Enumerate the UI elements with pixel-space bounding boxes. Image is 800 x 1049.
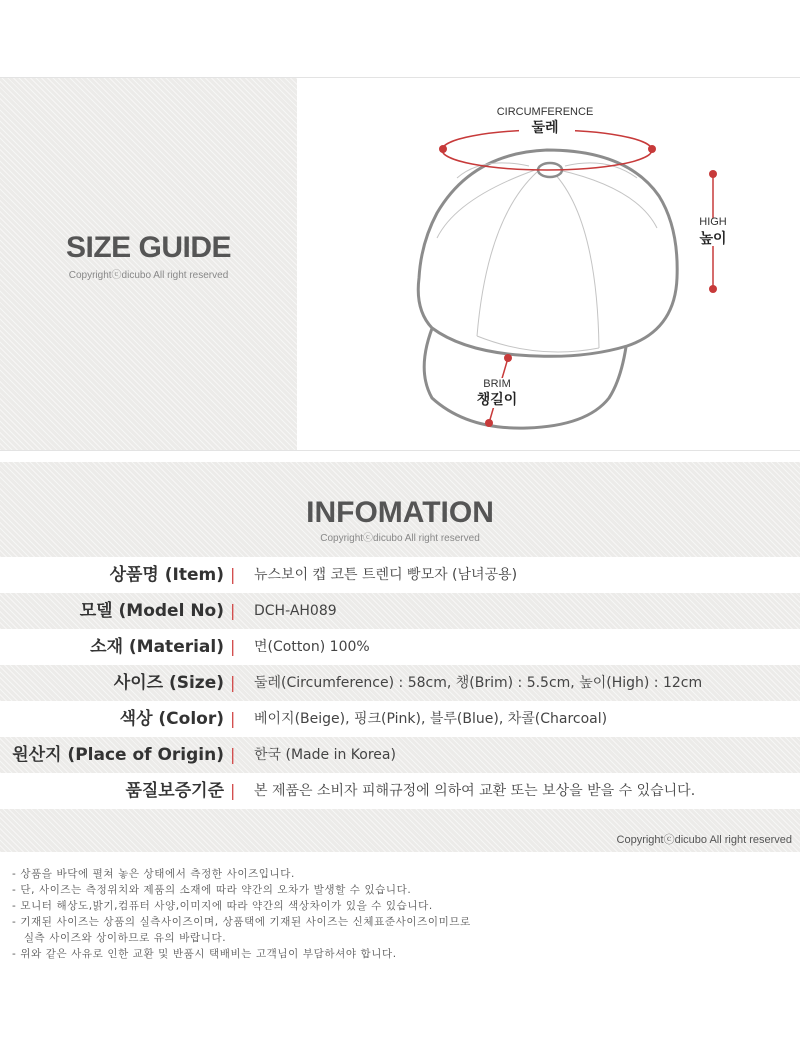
info-value: 한국 (Made in Korea) xyxy=(254,747,396,763)
size-guide-section xyxy=(0,77,800,451)
info-row-model xyxy=(0,593,800,629)
info-separator: | xyxy=(230,673,236,692)
info-row-origin xyxy=(0,737,800,773)
info-label: 원산지 (Place of Origin) xyxy=(12,745,224,765)
size-guide-copyright: Copyrightⓒdicubo All right reserved xyxy=(68,270,229,281)
note-line: - 상품을 바닥에 펼쳐 놓은 상태에서 측정한 사이즈입니다. xyxy=(12,868,295,880)
information-table xyxy=(0,557,800,809)
circumference-label-en: CIRCUMFERENCE xyxy=(496,106,594,118)
circumference-right-dot xyxy=(648,145,656,153)
info-label: 상품명 (Item) xyxy=(109,565,224,585)
circumference-left-dot xyxy=(439,145,447,153)
cap-diagram xyxy=(297,78,800,450)
height-bottom-dot xyxy=(709,285,717,293)
info-label: 품질보증기준 xyxy=(125,781,224,801)
size-guide-title: SIZE GUIDE xyxy=(65,231,232,264)
note-line: - 위와 같은 사유로 인한 교환 및 반품시 택배비는 고객님이 부담하셔야 합니다. xyxy=(12,948,397,960)
info-value: 베이지(Beige), 핑크(Pink), 블루(Blue), 차콜(Charcoal) xyxy=(254,711,608,727)
info-value: 둘레(Circumference) : 58cm, 챙(Brim) : 5.5cm, 높이(High) : 12cm xyxy=(254,675,703,691)
info-row-item xyxy=(0,557,800,593)
brim-label-ko: 챙길이 xyxy=(476,392,518,408)
information-title: INFOMATION xyxy=(306,496,494,529)
note-line: - 모니터 해상도,밝기,컴퓨터 사양,이미지에 따라 약간의 색상차이가 있을 수 있습니다. xyxy=(12,900,433,912)
info-separator: | xyxy=(230,565,236,584)
size-guide-panel xyxy=(0,78,297,450)
info-row-quality xyxy=(0,773,800,809)
brim-label-en: BRIM xyxy=(483,378,511,390)
notes-list xyxy=(12,866,792,962)
cap-crown xyxy=(418,150,677,356)
information-copyright: Copyrightⓒdicubo All right reserved xyxy=(320,533,480,544)
info-separator: | xyxy=(230,781,236,800)
note-line: - 기재된 사이즈는 상품의 실측사이즈이며, 상품택에 기재된 사이즈는 신체표준사이즈이미므로 xyxy=(12,916,471,928)
height-label-ko: 높이 xyxy=(699,231,727,247)
height-label-en: HIGH xyxy=(699,216,727,228)
info-separator: | xyxy=(230,601,236,620)
brim-bottom-dot xyxy=(485,419,493,427)
info-row-color xyxy=(0,701,800,737)
circumference-label-ko: 둘레 xyxy=(531,120,559,136)
info-value: 뉴스보이 캡 코튼 트렌디 빵모자 (남녀공용) xyxy=(254,567,518,583)
brim-top-dot xyxy=(504,354,512,362)
info-value: 본 제품은 소비자 피해규정에 의하여 교환 또는 보상을 받을 수 있습니다. xyxy=(254,783,696,799)
note-line: 실측 사이즈와 상이하므로 유의 바랍니다. xyxy=(12,932,227,944)
note-line: - 단, 사이즈는 측정위치와 제품의 소재에 따라 약간의 오차가 발생할 수 있습니다. xyxy=(12,884,412,896)
info-label: 모델 (Model No) xyxy=(79,601,224,621)
info-row-material xyxy=(0,629,800,665)
info-separator: | xyxy=(230,709,236,728)
info-value: 면(Cotton) 100% xyxy=(254,639,370,655)
cap-diagram-panel xyxy=(297,78,800,450)
height-top-dot xyxy=(709,170,717,178)
info-separator: | xyxy=(230,637,236,656)
info-row-size xyxy=(0,665,800,701)
info-separator: | xyxy=(230,745,236,764)
info-label: 색상 (Color) xyxy=(119,709,224,729)
information-header xyxy=(0,462,800,557)
info-value: DCH-AH089 xyxy=(254,603,337,619)
information-footer xyxy=(0,809,800,852)
footer-copyright: Copyrightⓒdicubo All right reserved xyxy=(616,834,792,846)
info-label: 사이즈 (Size) xyxy=(113,673,224,693)
info-label: 소재 (Material) xyxy=(90,637,224,657)
